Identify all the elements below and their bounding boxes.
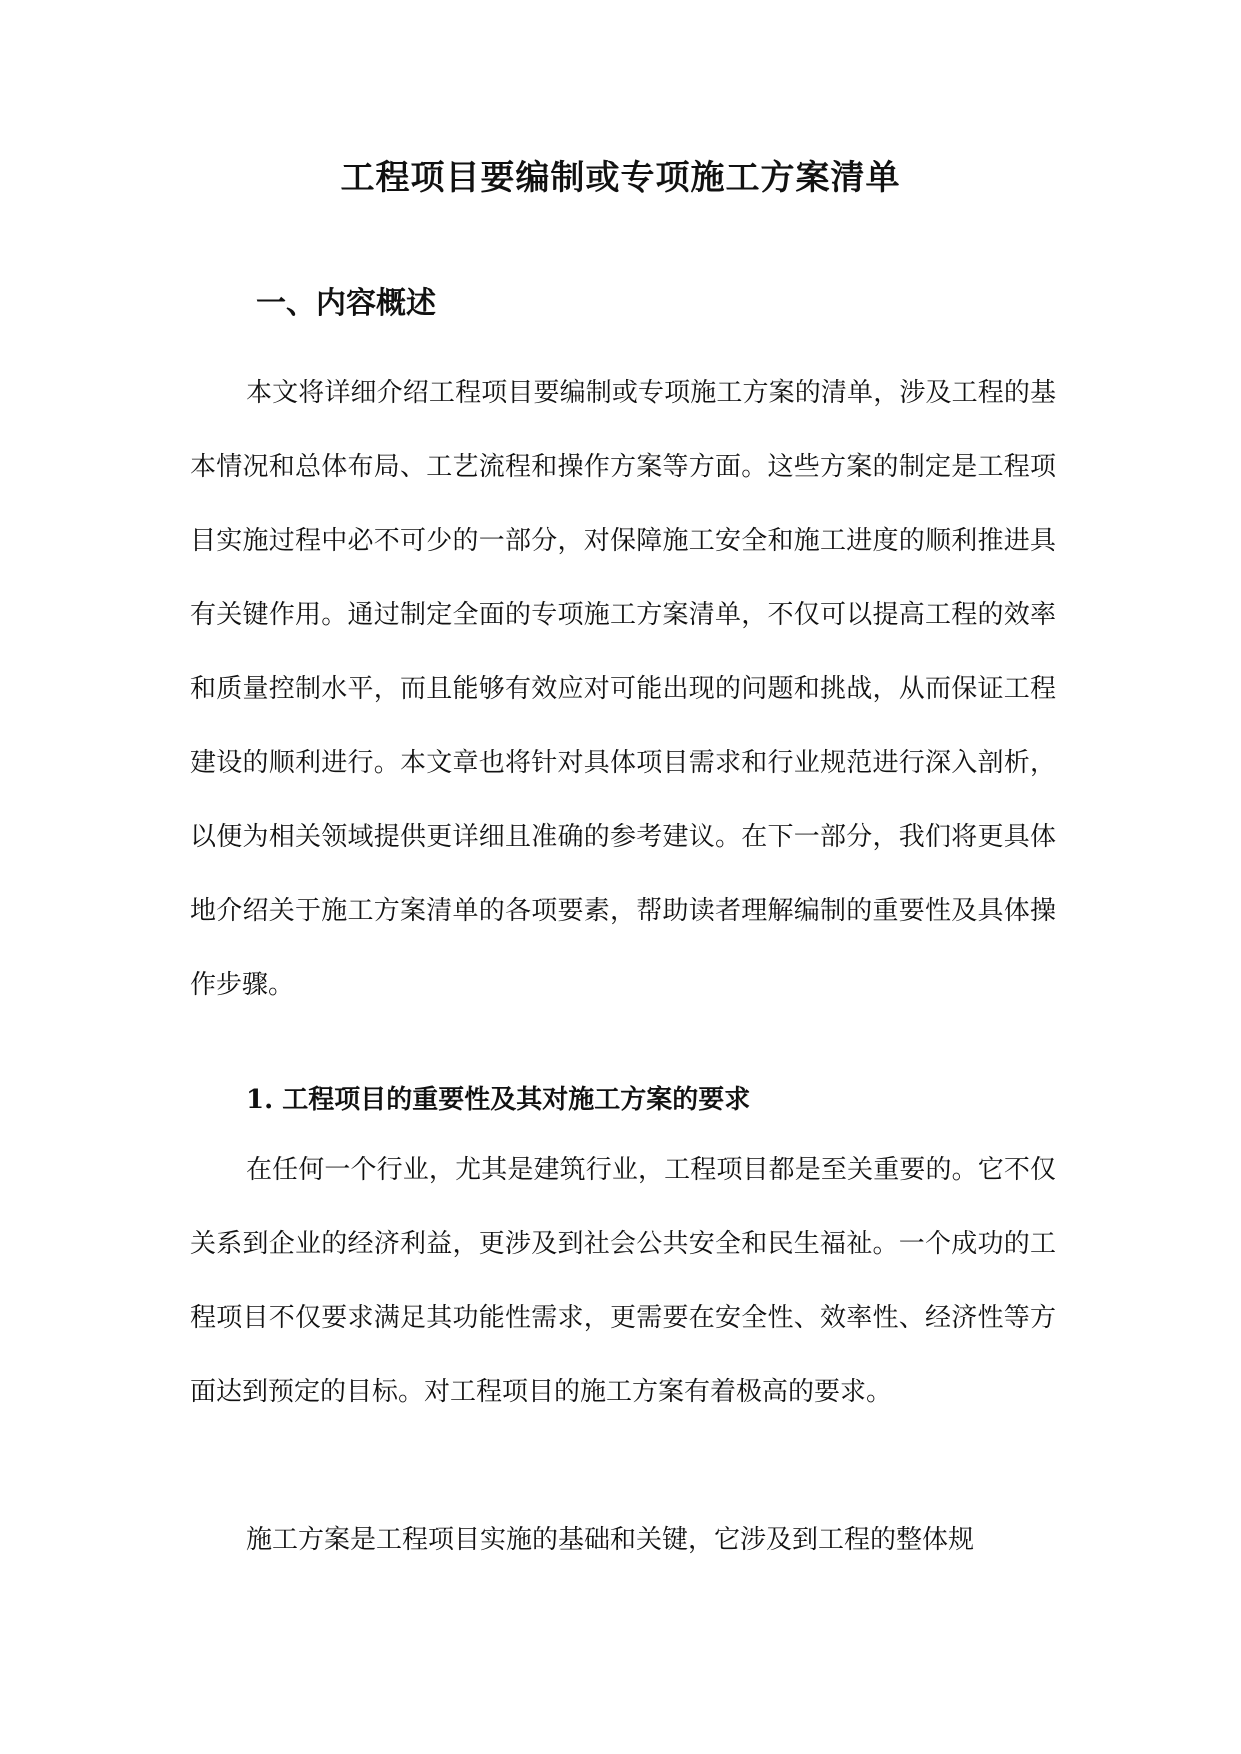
document-title: 工程项目要编制或专项施工方案清单	[340, 158, 901, 198]
importance-paragraph: 在任何一个行业，尤其是建筑行业，工程项目都是至关重要的。它不仅关系到企业的经济利益，更涉及到社会公共安全和民生福祉。一个成功的工程项目不仅要求满足其功能性需求，更需要在安全性、效率性、经济性等方面达到预定的目标。对工程项目的施工方案有着极高的要求。	[190, 1155, 1056, 1407]
overview-paragraph: 本文将详细介绍工程项目要编制或专项施工方案的清单，涉及工程的基本情况和总体布局、工艺流程和操作方案等方面。这些方案的制定是工程项目实施过程中必不可少的一部分，对保障施工安全和施工进度的顺利推进具有关键作用。通过制定全面的专项施工方案清单，不仅可以提高工程的效率和质量控制水平，而且能够有效应对可能出现的问题和挑战，从而保证工程建设的顺利进行。本文章也将针对具体项目需求和行业规范进行深入剖析，以便为相关领域提供更详细且准确的参考建议。在下一部分，我们将更具体地介绍关于施工方案清单的各项要素，帮助读者理解编制的重要性及具体操作步骤。	[190, 378, 1056, 1000]
construction-plan-paragraph: 施工方案是工程项目实施的基础和关键，它涉及到工程的整体规	[246, 1525, 975, 1555]
section-heading-overview: 一、内容概述	[256, 286, 436, 321]
subsection-heading-importance: 1. 工程项目的重要性及其对施工方案的要求	[246, 1085, 751, 1115]
